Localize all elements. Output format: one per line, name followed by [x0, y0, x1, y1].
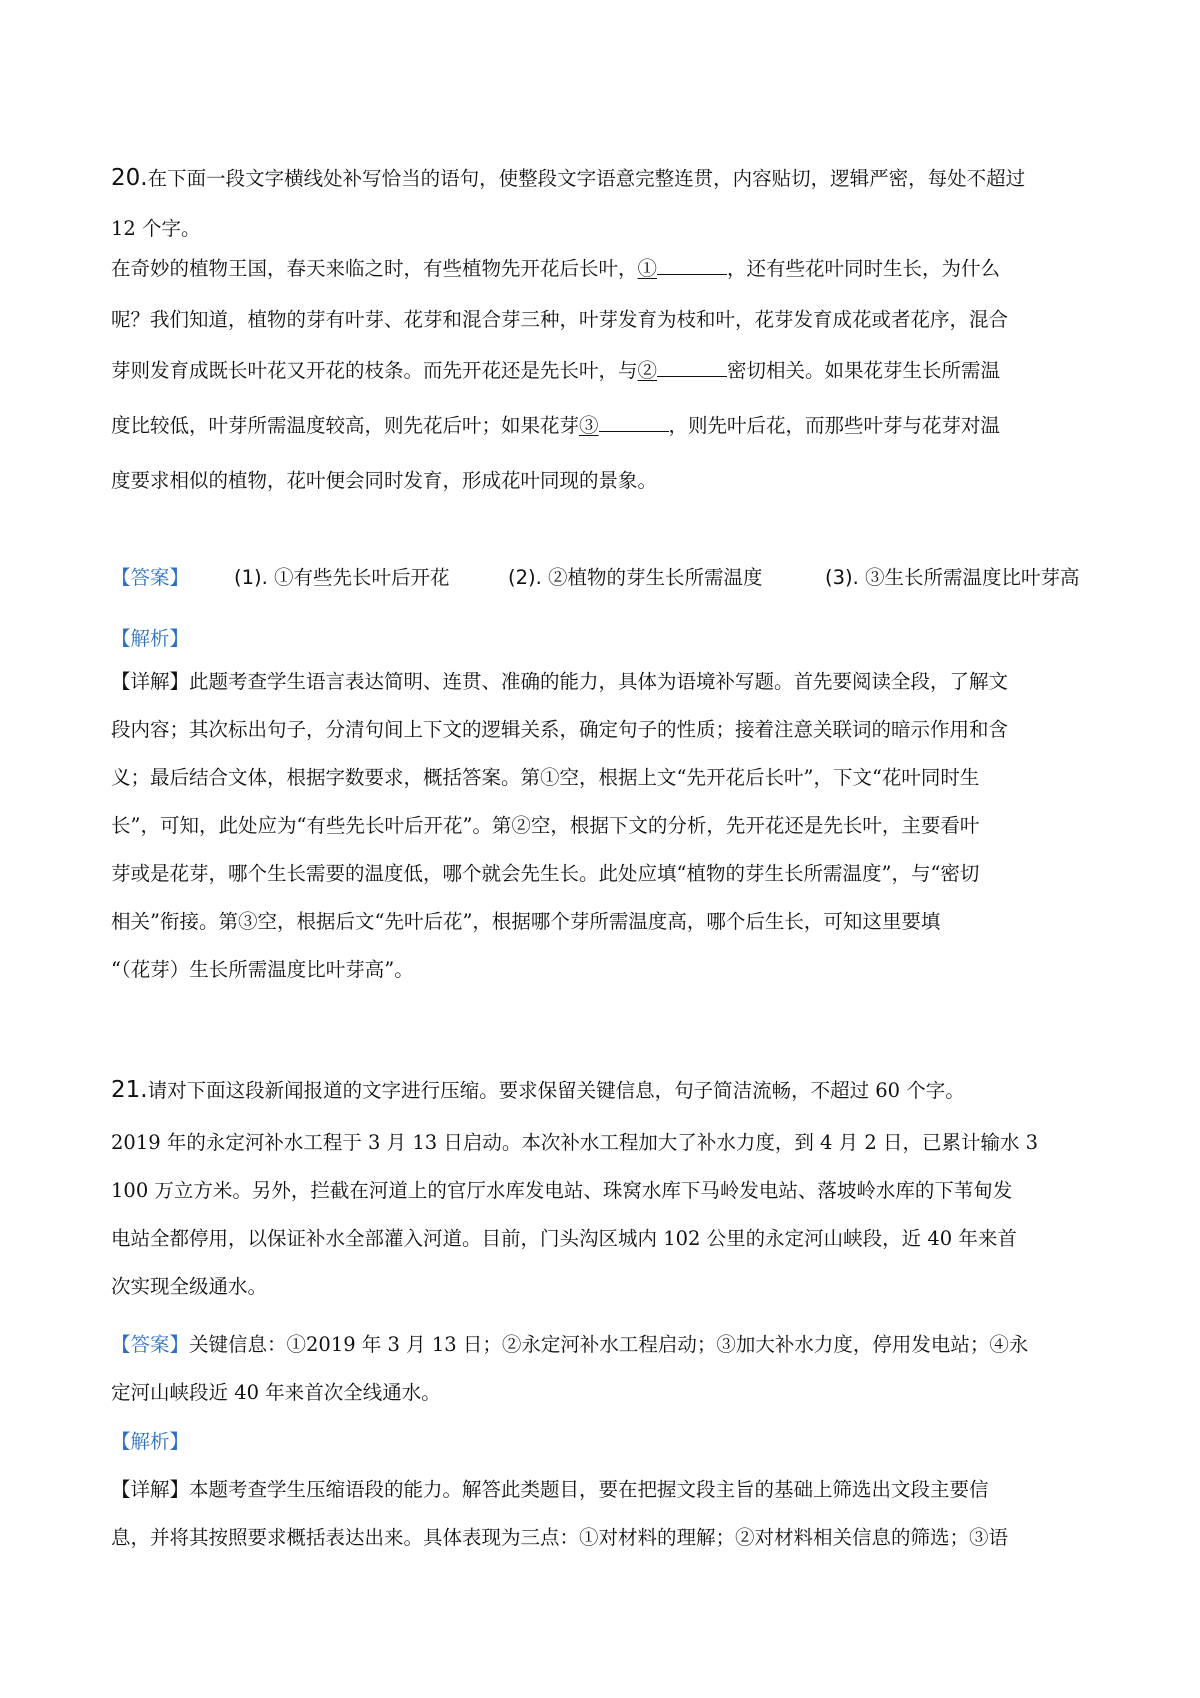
q21-answer: 【答案】关键信息：①2019 年 3 月 13 日；②永定河补水工程启动；③加大补水力度，停用发电站；④永 定河山峡段近 40 年来首次全线通水。	[111, 1333, 1029, 1404]
q20-detail: 【详解】此题考查学生语言表达简明、连贯、准确的能力，具体为语境补写题。首先要阅读全段，了解文 段内容；其次标出句子，分清句间上下文的逻辑关系，确定句子的性质；接着注意关联词的暗示作用和含 义；最后结合文体，根据字数要求，概括答案。第①空，根据上文“先开花后长叶”，下文“花叶同时生 长”，可知，此处应为“有些先长叶后开花”。第②空，根据下文的分析，先开花还是先长叶，主要看叶 芽或是花芽，哪个生长需要的温度低，哪个就会先生长。此处应填“植物的芽生长所需温度”，与“密切 相关”衔接。第③空，根据后文“先叶后花”，根据哪个芽所需温度高，哪个后生长，可知这里要填 “（花芽）生长所需温度比叶芽高”。	[111, 670, 1009, 981]
q20-prompt-text: 在下面一段文字横线处补写恰当的语句，使整段文字语意完整连贯，内容贴切，逻辑严密，每处不超过	[147, 167, 1026, 190]
detail-tag: 【详解】	[111, 670, 190, 693]
q21-prompt-text: 请对下面这段新闻报道的文字进行压缩。要求保留关键信息，句子简洁流畅，不超过 60 个字。	[147, 1079, 965, 1102]
q20-analysis	[111, 619, 1096, 659]
q20-passage-text: 度比较低，叶芽所需温度较高，则先花后叶；如果花芽	[111, 414, 580, 437]
q20-prompt-cont: 12 个字。	[111, 217, 201, 240]
answer-tag: 【答案】	[111, 1333, 190, 1356]
detail-tag: 【详解】	[111, 1478, 190, 1501]
answer-item-2: (2). ②植物的芽生长所需温度	[508, 566, 763, 589]
q21-number: 21.	[111, 1077, 148, 1103]
q21-analysis	[111, 1420, 1096, 1464]
q21-detail: 【详解】本题考查学生压缩语段的能力。解答此类题目，要在把握文段主旨的基础上筛选出文段主要信 息，并将其按照要求概括表达出来。具体表现为三点：①对材料的理解；②对材料相关信息的筛选；③语	[111, 1478, 1009, 1549]
analysis-tag: 【解析】	[111, 1430, 190, 1453]
q20-blank-3: ③	[579, 414, 669, 437]
q20-passage-text: 在奇妙的植物王国，春天来临之时，有些植物先开花后长叶，	[111, 257, 638, 280]
q20-blank-1: ①	[638, 257, 728, 280]
answer-item-3: (3). ③生长所需温度比叶芽高	[825, 566, 1080, 589]
q20-prompt	[111, 150, 1096, 257]
analysis-tag: 【解析】	[111, 627, 190, 650]
q20-answer	[111, 558, 1096, 598]
answer-item-1: (1). ①有些先长叶后开花	[234, 566, 450, 589]
answer-tag: 【答案】	[111, 566, 190, 589]
q21-passage: 2019 年的永定河补水工程于 3 月 13 日启动。本次补水工程加大了补水力度，到 4 月 2 日，已累计输水 3 100 万立方米。另外，拦截在河道上的官厅水库发电站、珠窝水库下马岭发电站、落坡岭水库的下苇甸发 电站全都停用，以保证补水全部灌入河道。目前，门头沟区城内 102 公里的永定河山峡段，近 40 年来首 次实现全级通水。	[111, 1131, 1039, 1298]
q20-passage-text: 密切相关。如果花芽生长所需温	[727, 359, 1001, 382]
q20-passage-text: 呢？我们知道，植物的芽有叶芽、花芽和混合芽三种，叶芽发育为枝和叶，花芽发育成花或者花序，混合	[111, 308, 1009, 331]
q20-passage-text: 芽则发育成既长叶花又开花的枝条。而先开花还是先长叶，与	[111, 359, 638, 382]
q20-passage-text: 度要求相似的植物，花叶便会同时发育，形成花叶同现的景象。	[111, 469, 658, 492]
q20-blank-2: ②	[638, 359, 728, 382]
q21-prompt	[111, 1070, 1096, 1111]
q20-passage-text: ，则先叶后花，而那些叶芽与花芽对温	[668, 414, 1001, 437]
q20-number: 20.	[111, 165, 148, 191]
q20-passage	[111, 243, 1096, 507]
q20-passage-text: ，还有些花叶同时生长，为什么	[727, 257, 1001, 280]
